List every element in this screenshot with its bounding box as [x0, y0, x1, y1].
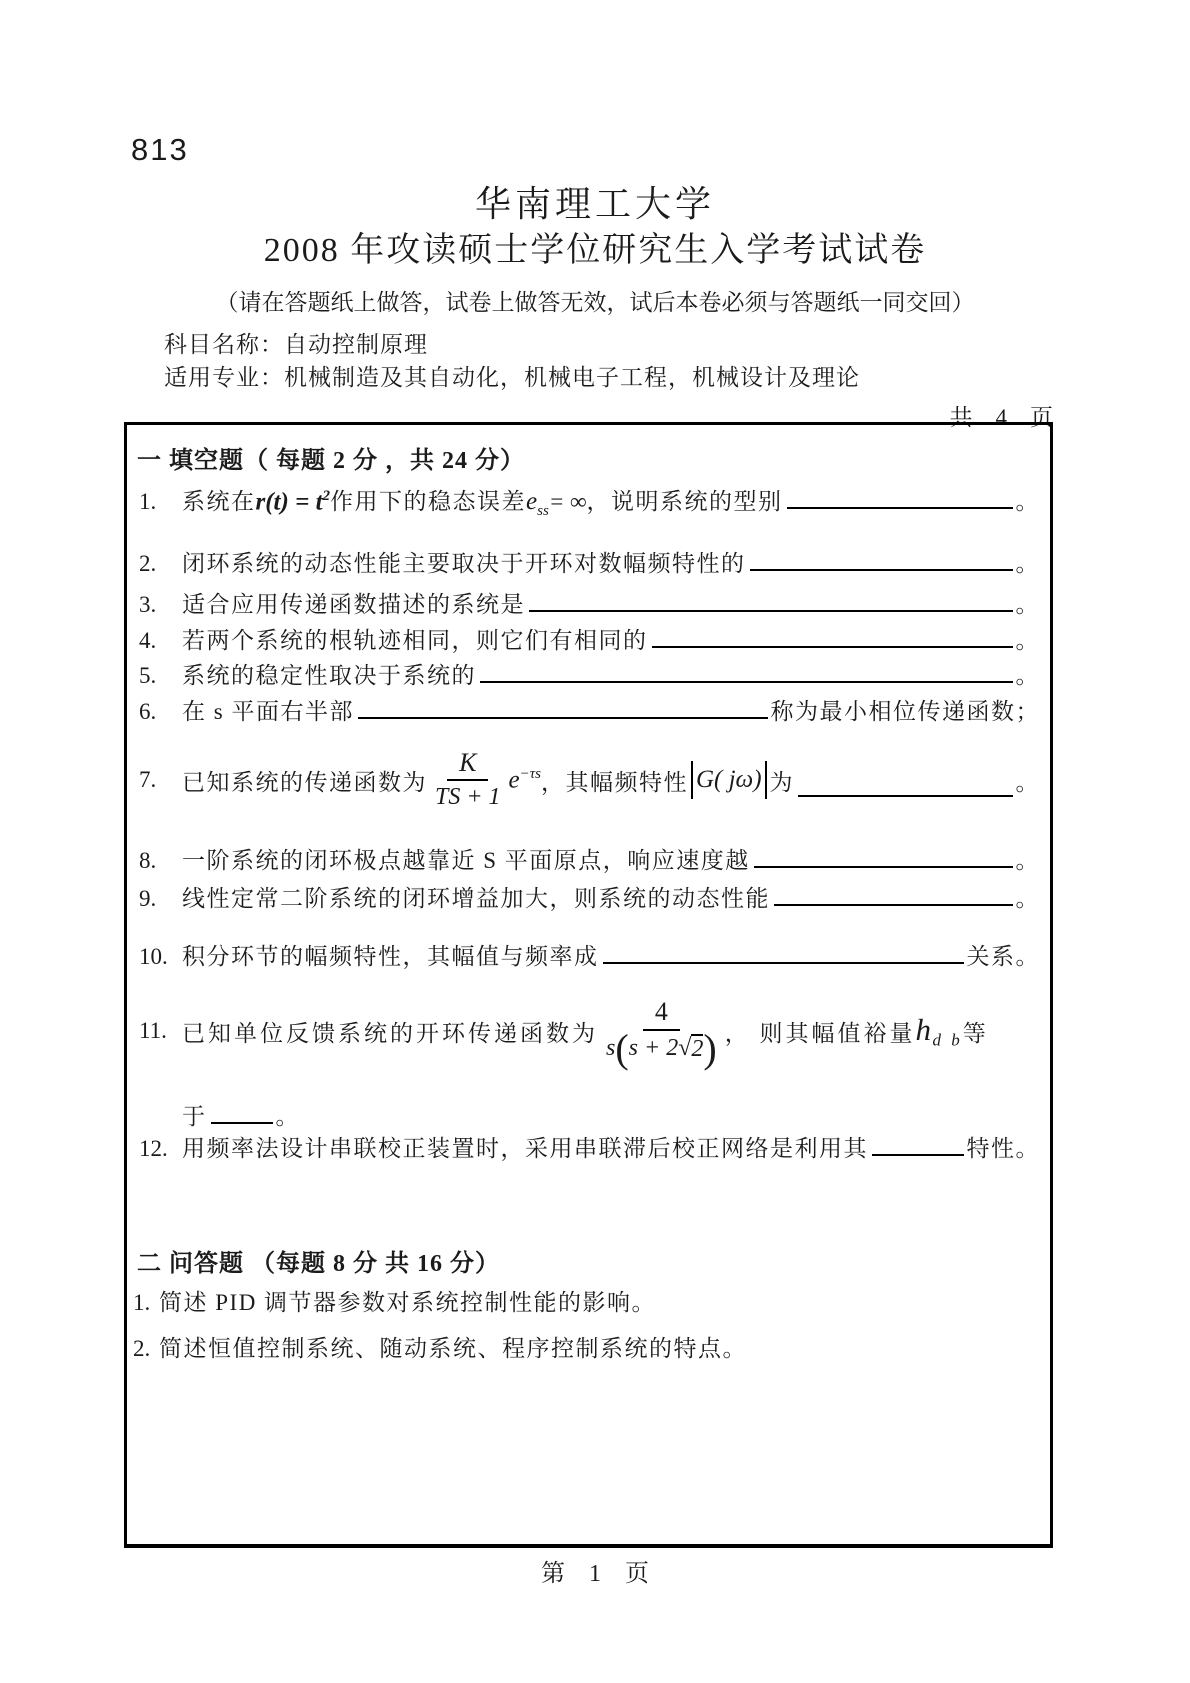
answer-blank [872, 1131, 964, 1156]
question-text: ， 则其幅值裕量 [724, 1020, 916, 1046]
question-6 [139, 693, 1040, 723]
question-number: 6. [139, 699, 157, 724]
question-text: 系统的稳定性取决于系统的 [182, 663, 476, 688]
question-tail: 。 [1015, 628, 1040, 653]
question-text: 一阶系统的闭环极点越靠近 S 平面原点，响应速度越 [182, 848, 750, 873]
question-tail: 。 [1015, 886, 1040, 911]
question-tail: 。 [1015, 592, 1040, 617]
paper-code: 813 [131, 132, 189, 167]
question-text: 于 [182, 1104, 207, 1129]
answer-blank [798, 763, 1012, 796]
question-7 [139, 747, 1040, 813]
question-1 [139, 483, 1040, 517]
page-number: 第 1 页 [541, 1561, 649, 1587]
question-number: 3. [139, 592, 157, 617]
math-rt-formula: $r(t) = t^2$ [255, 487, 331, 515]
sqrt-argument: 2 [691, 1036, 704, 1063]
qa-question-1 [133, 1284, 1040, 1314]
question-3 [139, 586, 1040, 616]
answer-blank [750, 546, 1013, 571]
question-number: 10. [139, 944, 168, 969]
question-text: 适合应用传递函数描述的系统是 [182, 592, 525, 617]
math-denominator: s ( s + 2 √ 2 ) [606, 1025, 717, 1071]
question-number: 1. [133, 1290, 151, 1315]
exam-content-box [124, 422, 1053, 1548]
sqrt-symbol: √ [678, 1035, 692, 1062]
question-tail: 特性。 [966, 1136, 1040, 1161]
question-tail: 。 [275, 1104, 300, 1129]
question-text: ，其幅频特性 [540, 769, 688, 795]
answer-blank [603, 939, 964, 964]
question-text: 简述 PID 调节器参数对系统控制性能的影响。 [159, 1290, 657, 1315]
question-text: 用频率法设计串联校正装置时，采用串联滞后校正网络是利用其 [182, 1136, 868, 1161]
question-8 [139, 842, 1040, 872]
question-text: 线性定常二阶系统的闭环增益加大，则系统的动态性能 [182, 886, 770, 911]
question-4 [139, 622, 1040, 652]
question-number: 8. [139, 848, 157, 873]
question-text: 闭环系统的动态性能主要取决于开环对数幅频特性的 [182, 551, 746, 576]
answer-blank [754, 843, 1013, 868]
question-tail: 关系。 [966, 944, 1040, 969]
question-number: 7. [139, 767, 157, 792]
question-9 [139, 880, 1040, 910]
question-text: 若两个系统的根轨迹相同，则它们有相同的 [182, 628, 648, 653]
exam-title: 2008 年攻读硕士学位研究生入学考试试卷 [263, 232, 927, 269]
question-text: ，说明系统的型别 [586, 489, 783, 514]
math-fraction: $\frac{K}{TS + 1}$ [435, 748, 501, 811]
subject-name: 科目名称：自动控制原理 [164, 332, 428, 357]
question-11-line2 [139, 1098, 1040, 1128]
question-number: 1. [139, 489, 157, 514]
question-2 [139, 545, 1040, 575]
math-exp-term: $e^{-\tau s}$ [508, 765, 541, 794]
question-text: 已知单位反馈系统的开环传递函数为 [182, 1020, 598, 1046]
section1-heading: 一 填空题（ 每题 2 分 ，共 24 分） [137, 448, 525, 474]
section2-heading: 二 问答题 （每题 8 分 共 16 分） [137, 1251, 500, 1277]
math-gjw-symbol: G( jω) [695, 766, 762, 793]
question-text: 在 s 平面右半部 [182, 699, 354, 724]
math-fraction: 4 s ( s + 2 √ 2 ) [606, 997, 717, 1071]
question-tail: 。 [1015, 769, 1040, 795]
question-text: 系统在 [182, 489, 256, 514]
answer-blank [787, 484, 1013, 509]
question-number: 2. [139, 551, 157, 576]
question-tail: 。 [1015, 848, 1040, 873]
answer-blank [774, 881, 1013, 906]
answer-blank [529, 587, 1013, 612]
math-equals-infinity: = ∞ [548, 489, 587, 514]
question-number: 9. [139, 886, 157, 911]
question-text: 积分环节的幅频特性，其幅值与频率成 [182, 944, 599, 969]
math-hdb-symbol: $h_{d b}$ [915, 1011, 963, 1050]
question-12 [139, 1130, 1040, 1160]
question-number: 5. [139, 663, 157, 688]
answer-instructions: （请在答题纸上做答，试卷上做答无效，试后本卷必须与答题纸一同交回） [215, 290, 975, 315]
question-10 [139, 938, 1040, 968]
applicable-majors: 适用专业：机械制造及其自动化，机械电子工程，机械设计及理论 [164, 365, 860, 390]
question-number: 12. [139, 1136, 168, 1161]
question-tail: 称为最小相位传递函数； [770, 699, 1040, 724]
question-tail: 。 [1015, 489, 1040, 514]
abs-bar-left [691, 761, 693, 799]
question-text: 等 [962, 1020, 989, 1046]
university-title: 华南理工大学 [474, 184, 715, 224]
math-ess-symbol: $e_{ss}$ [526, 488, 549, 519]
question-11 [139, 981, 1040, 1081]
question-tail: 。 [1015, 551, 1040, 576]
question-text: 已知系统的传递函数为 [182, 769, 427, 795]
question-5 [139, 657, 1040, 687]
question-text: 简述恒值控制系统、随动系统、程序控制系统的特点。 [159, 1336, 747, 1361]
answer-blank [211, 1099, 273, 1124]
abs-bar-right [765, 761, 767, 799]
answer-blank [480, 658, 1013, 683]
question-number: 2. [133, 1336, 151, 1361]
answer-blank [652, 623, 1013, 648]
question-text: 为 [769, 769, 795, 795]
answer-blank [358, 694, 768, 719]
question-tail: 。 [1015, 663, 1040, 688]
question-number: 11. [139, 1018, 167, 1043]
question-number: 4. [139, 628, 157, 653]
question-text: 作用下的稳态误差 [330, 489, 527, 514]
qa-question-2 [133, 1330, 1040, 1360]
total-pages: 共 4 页 [949, 405, 1053, 430]
